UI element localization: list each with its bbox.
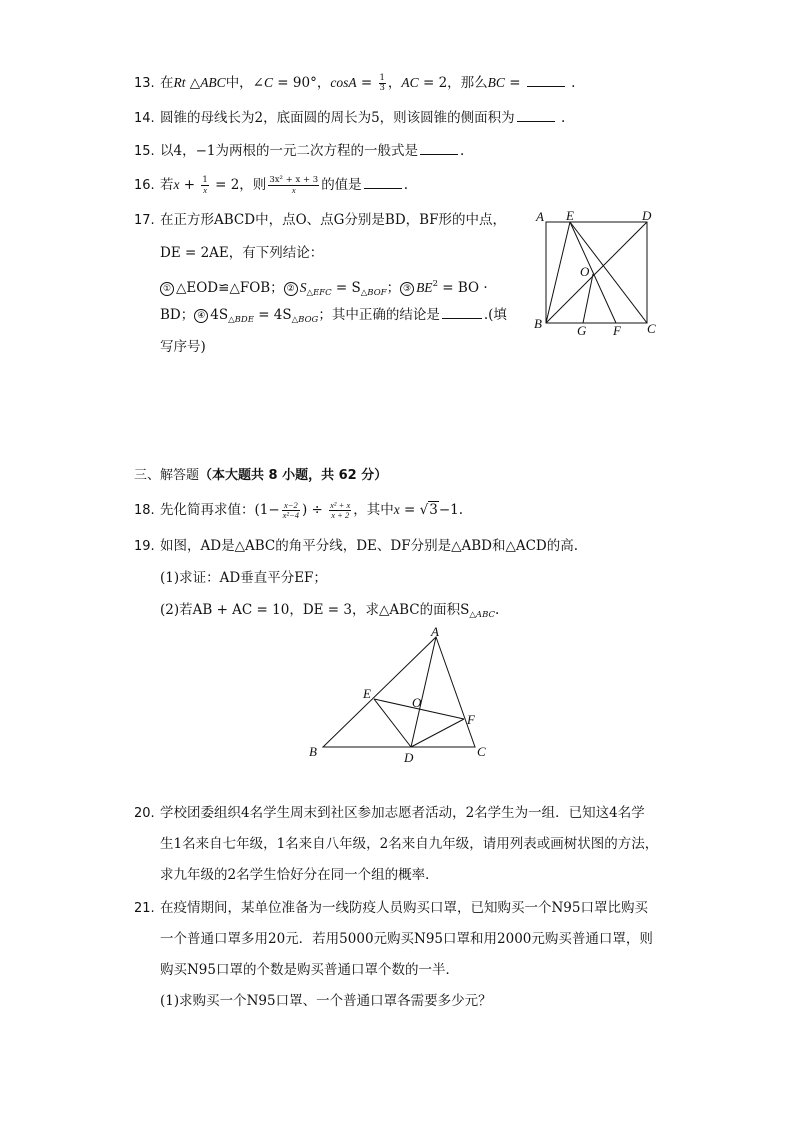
question-number: 13.: [134, 76, 155, 91]
question-17-line-1: 17. 在正方形ABCD中，点O、点G分别是BD，BF形的中点，: [134, 210, 506, 231]
triangle-abc: [323, 637, 475, 747]
line-bd: [546, 222, 647, 323]
line-ad: [411, 637, 436, 747]
question-15: 15. 以4，−1为两根的一元二次方程的一般式是 .: [134, 141, 464, 162]
question-number: 19.: [134, 539, 155, 554]
question-number: 14.: [134, 111, 155, 126]
answer-blank[interactable]: [527, 74, 565, 87]
question-19: 19. 如图，AD是△ABC的角平分线，DE、DF分别是△ABD和△ACD的高.: [134, 536, 578, 557]
question-17-line-3: ① △EOD≌△FOB； ② $S_{\triangle EFC} = S_{\triangle BOF}$； ③ $BE^2$ = BO ·: [160, 274, 488, 303]
answer-blank[interactable]: [420, 142, 458, 155]
label-c: C: [477, 744, 486, 759]
question-number: 16.: [134, 178, 155, 193]
label-b: B: [309, 744, 317, 759]
label-o: O: [580, 264, 590, 279]
question-number: 18.: [134, 503, 155, 518]
label-f: F: [613, 323, 621, 338]
label-o: O: [412, 695, 422, 710]
label-e: E: [566, 208, 574, 223]
figure-19-triangle: [305, 625, 505, 775]
question-14: 14. 圆锥的母线长为2，底面圆的周长为5，则该圆锥的侧面积为 .: [134, 108, 565, 129]
line-df: [411, 719, 464, 747]
label-d: D: [404, 750, 414, 765]
fraction: $\frac{1}{x}$: [202, 175, 208, 195]
question-17-line-5: 写序号): [160, 339, 206, 355]
line-be: [546, 222, 570, 323]
question-21: 21. 在疫情期间，某单位准备为一线防疫人员购买口罩，已知购买一个N95口罩比购买: [134, 898, 648, 919]
answer-blank[interactable]: [364, 176, 402, 189]
question-number: 15.: [134, 144, 155, 159]
question-19-part-2: (2)若AB + AC = 10，DE = 3，求△ABC的面积$S_{\triangle ABC}$.: [160, 602, 500, 620]
section-heading: 三、解答题（本大题共 8 小题，共 62 分）: [134, 468, 388, 483]
sqrt-symbol: √: [419, 502, 429, 518]
label-a: A: [536, 209, 544, 224]
question-number: 17.: [134, 213, 155, 228]
label-f: F: [467, 712, 475, 727]
label-a: A: [431, 625, 439, 639]
question-20-line-3: 求九年级的2名学生恰好分在同一个组的概率．: [160, 867, 439, 883]
answer-blank[interactable]: [517, 109, 555, 122]
question-17-line-4: BD； ④ $4S_{\triangle BDE} = 4S_{\triangle BOG}$；其中正确的结论是 .(填: [160, 307, 507, 325]
question-20: 20. 学校团委组织4名学生周末到社区参加志愿者活动，2名学生为一组．已知这4名学: [134, 803, 645, 824]
fraction: $\frac{x-2}{\text{x²−4}}$: [282, 500, 299, 520]
label-g: G: [577, 323, 587, 338]
label-c: C: [647, 321, 656, 336]
fraction: $\frac{\text{3x² + x + 3}}{x}$: [269, 175, 319, 195]
label-b: B: [534, 316, 542, 331]
figure-17-square: [530, 208, 670, 338]
question-21-line-2: 一个普通口罩多用20元．若用5000元购买N95口罩和用2000元购买普通口罩，则: [160, 931, 653, 947]
question-17-line-2: DE = 2AE，有下列结论：: [160, 245, 324, 261]
question-19-part-1: (1)求证：AD垂直平分EF；: [160, 570, 327, 586]
question-16: 16. 若x + $\frac{1}{x}$ = 2，则 $\frac{\text{3x² + x + 3}}{x}$ 的值是 .: [134, 175, 408, 195]
question-number: 21.: [134, 901, 155, 916]
question-13: 13. 在Rt △ABC中，∠C = 90°，cosA = $\frac{1}{3}$ ，AC = 2，那么BC = .: [134, 73, 576, 93]
question-21-part-1: (1)求购买一个N95口罩、一个普通口罩各需要多少元？: [160, 993, 492, 1009]
fraction: $\frac{1}{3}$: [379, 73, 385, 93]
label-e: E: [363, 686, 371, 701]
fraction: $\frac{\text{x² + x}}{x + 2}$: [330, 500, 351, 520]
question-20-line-2: 生1名来自七年级，1名来自八年级，2名来自九年级，请用列表或画树状图的方法，: [160, 836, 659, 852]
question-21-line-3: 购买N95口罩的个数是购买普通口罩个数的一半．: [160, 962, 459, 978]
question-18: 18. 先化简再求值：(1− $\frac{x-2}{\text{x²−4}}$ ) ÷ $\frac{\text{x² + x}}{x + 2}$ ，其中x = √3−1.: [134, 500, 464, 520]
question-number: 20.: [134, 806, 155, 821]
answer-blank[interactable]: [442, 306, 482, 319]
label-d: D: [642, 208, 652, 223]
